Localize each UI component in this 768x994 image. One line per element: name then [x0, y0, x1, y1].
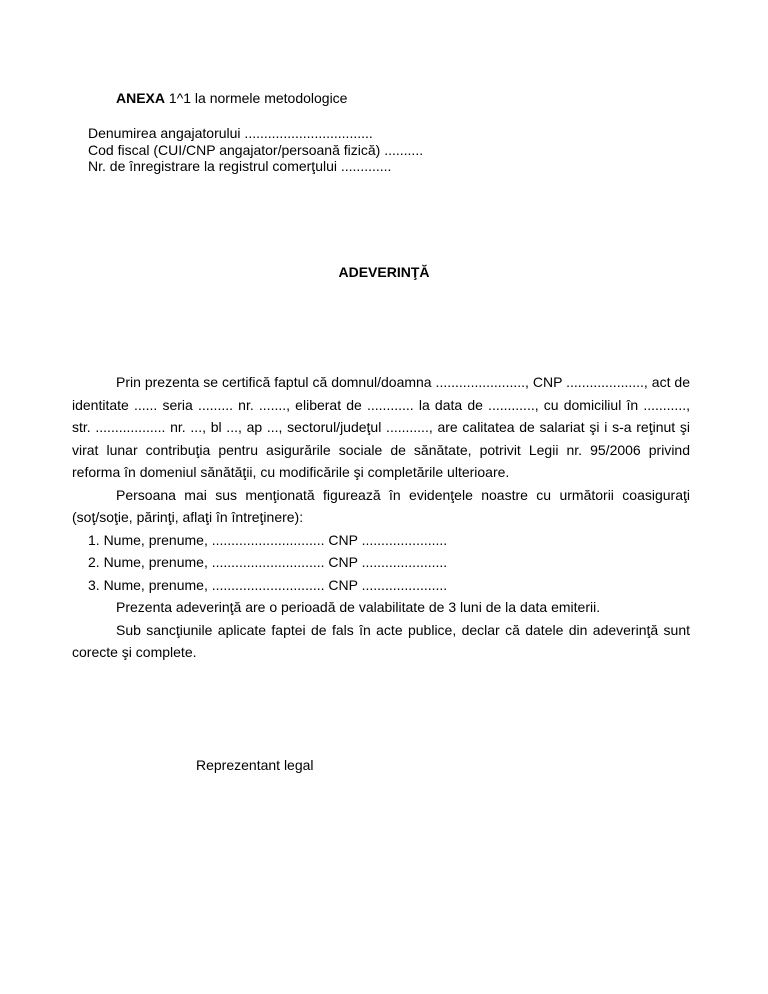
coinsured-intro-paragraph: Persoana mai sus menţionată figurează în evidenţele noastre cu următorii coasiguraţi (soţ/soţie, părinţi, aflaţi în întreţinere): — [72, 486, 690, 525]
signature-label: Reprezentant legal — [196, 757, 314, 773]
annex-heading — [116, 89, 347, 107]
coinsured-item-1: 1. Nume, prenume, ............................. CNP ...................... — [88, 531, 448, 548]
document-title: ADEVERINŢĂ — [338, 264, 430, 280]
document-body — [72, 371, 690, 664]
coinsured-item-2: 2. Nume, prenume, ............................. CNP ...................... — [88, 554, 448, 570]
coinsured-item-3: 3. Nume, prenume, ............................. CNP ...................... — [88, 576, 448, 593]
validity-paragraph: Prezenta adeverinţă are o perioadă de valabilitate de 3 luni de la data emiterii. — [116, 599, 601, 615]
employer-name-line: Denumirea angajatorului ................................. — [88, 125, 373, 141]
employer-fiscal-line: Cod fiscal (CUI/CNP angajator/persoană fizică) .......... — [88, 141, 424, 158]
annex-reference: 1^1 la normele metodologice — [165, 90, 348, 106]
declaration-paragraph: Sub sancţiunile aplicate faptei de fals în acte publice, declar că datele din adeverinţă sunt corecte şi complete. — [72, 621, 690, 660]
employer-header — [88, 125, 423, 175]
certification-paragraph: Prin prezenta se certifică faptul că domnul/doamna ......................., CNP ...................., act de identitate ...... seria ......... nr. ......., eliberat de ............ la data de ............, cu domiciliul în ..........., str. .................. nr. ..., bl ..., ap ..., sectorul/judeţul ..........., are calitatea de salariat şi i s-a reţinut şi virat lunar contribuţia pentru asigurările sociale de sănătate, potrivit Legii nr. 95/2006 privind reforma în domeniul sănătăţii, cu modificările şi completările ulterioare. — [72, 374, 690, 480]
employer-registry-line: Nr. de înregistrare la registrul comerţului ............. — [88, 158, 392, 174]
annex-label: ANEXA — [116, 90, 166, 106]
